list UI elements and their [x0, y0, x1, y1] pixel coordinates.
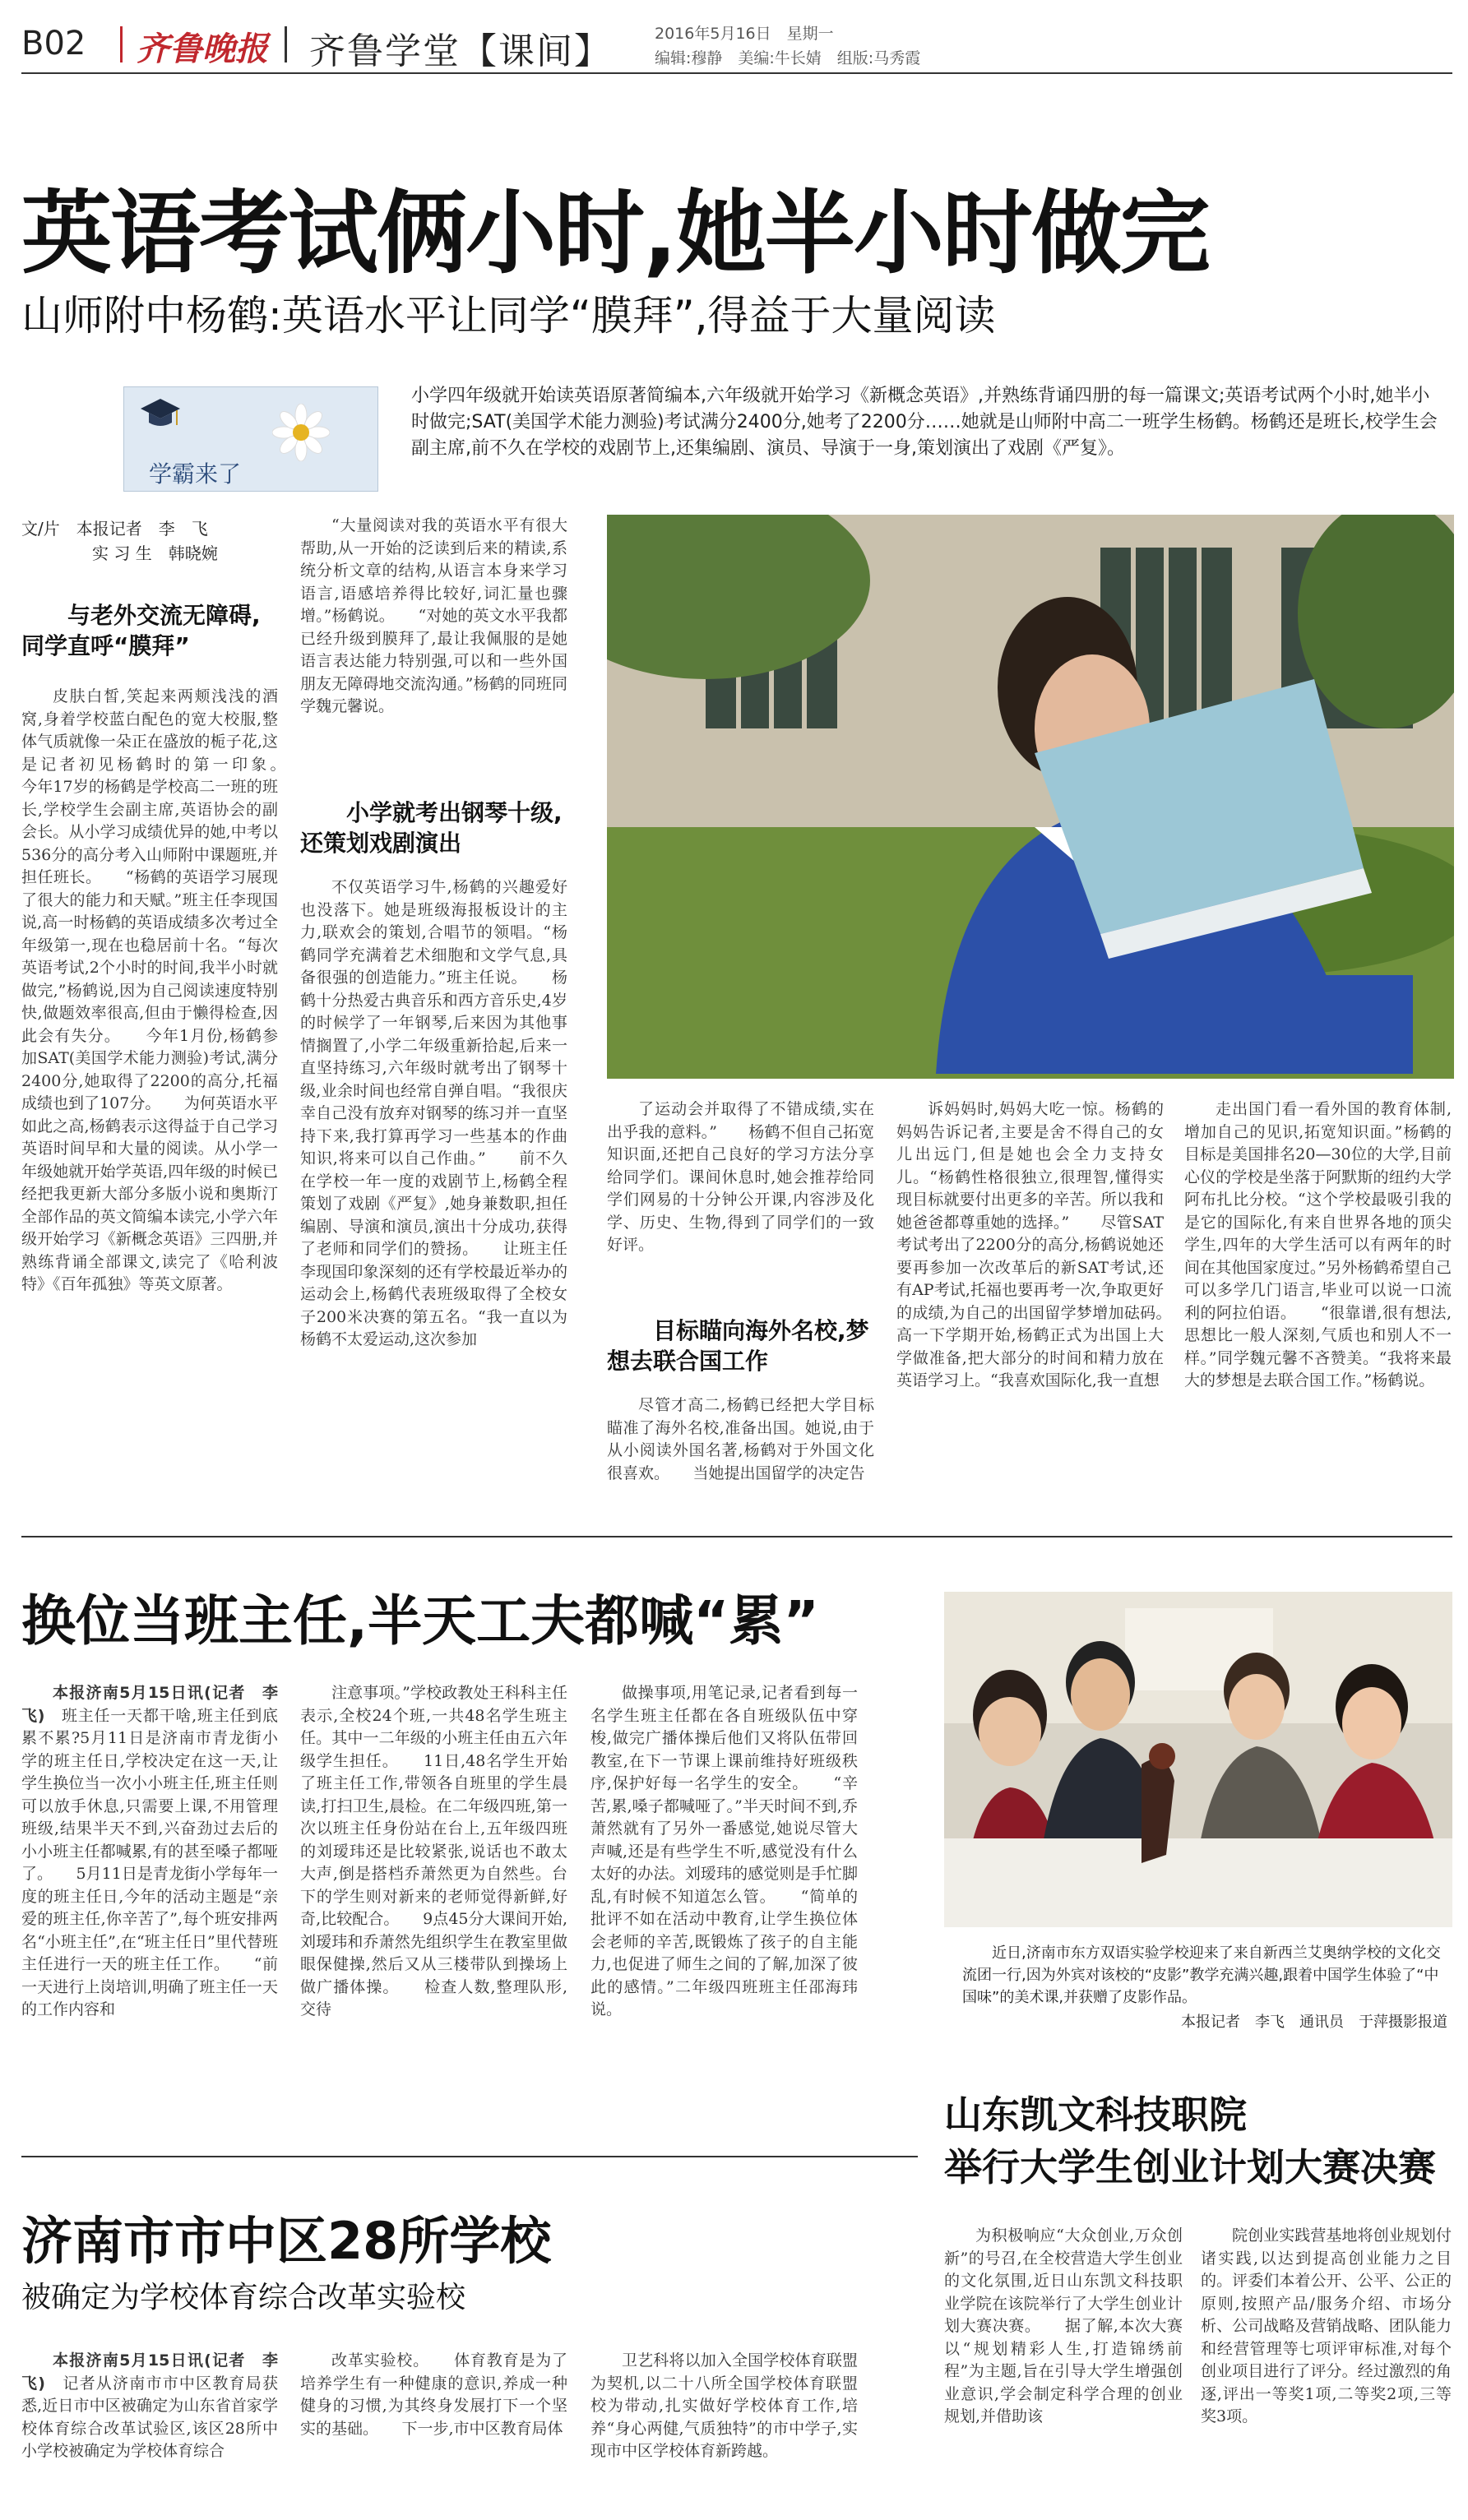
shadow-puppet-class-photo	[944, 1592, 1452, 1927]
article-column	[590, 2350, 858, 2506]
date-line: 2016年5月16日 星期一	[655, 25, 834, 43]
main-subheadline: 山师附中杨鹤:英语水平让同学“膜拜”,得益于大量阅读	[21, 292, 996, 340]
article-column	[300, 515, 567, 763]
column-text	[21, 2350, 278, 2463]
byline-reporter: 文/片 本报记者 李 飞	[21, 519, 208, 539]
article-column	[607, 1394, 874, 1518]
column-text-body: 班主任一天都干啥,班主任到底累不累?5月11日是济南市青龙街小学的班主任日,学校决定在这一天,让学生换位当一次小小班主任,班主任则可以放手休息,只需要上课,不用管理班级,结果半天不到,兴奋劲过去后的小小班主任都喊累,有的甚至嗓子都哑了。 5月11日是青龙街小学每年一度的班主任日,今年的活动主题是“亲爱的班主任,你辛苦了”,每个班安排两名“小班主任”,在“班主任日”里代替班主任进行一天的班主任工作。 “前一天进行上岗培训,明确了班主任一天的工作内容和	[21, 1706, 278, 2018]
column-text: 改革实验校。 体育教育是为了培养学生有一种健康的意识,养成一种健身的习惯,为其终身发展打下一个坚实的基础。 下一步,市中区教育局体	[300, 2351, 567, 2438]
story4-headline-line1: 山东凯文科技职院	[944, 2092, 1247, 2137]
section-divider	[21, 2156, 918, 2157]
story-lead: 小学四年级就开始读英语原著简编本,六年级就开始学习《新概念英语》,并熟练背诵四册的每一篇课文;英语考试两个小时,她半小时做完;SAT(美国学术能力测验)考试满分2400分,她考了2200分……她就是山师附中高二一班学生杨鹤。杨鹤还是班长,校学生会副主席,前不久在学校的戏剧节上,还集编剧、演员、导演于一身,策划演出了戏剧《严复》。	[411, 386, 1438, 459]
subheading: 小学就考出钢琴十级,还策划戏剧演出	[300, 799, 563, 857]
story3-subheadline: 被确定为学校体育综合改革实验校	[21, 2281, 466, 2314]
column-text: 做操事项,用笔记录,记者看到每一名学生班主任都在各自班级队伍中穿梭,做完广播体操后他们又将队伍带回教室,在下一节课上课前维持好班级秩序,保护好每一名学生的安全。 “辛苦,累,嗓子都喊哑了。”半天时间不到,乔萧然就有了另外一番感觉,她说尽管大声喊,还是有些学生不听,感觉没有什么太好的办法。刘瑷玮的感觉则是手忙脚乱,有时候不知道怎么管。 “简单的批评不如在活动中教育,让学生换位体会老师的辛苦,既锻炼了孩子的自主能力,也促进了师生之间的了解,加深了彼此的感情。”二年级四班班主任邵海玮说。	[590, 1684, 858, 2018]
column-badge	[123, 386, 378, 492]
photo-caption: 近日,济南市东方双语实验学校迎来了来自新西兰艾奥纳学校的文化交流团一行,因为外宾对该校的“皮影”教学充满兴趣,跟着中国学生体验了“中国味”的美术课,并获赠了皮影作品。	[962, 1944, 1441, 2006]
column-text: 尽管才高二,杨鹤已经把大学目标瞄准了海外名校,准备出国。她说,由于从小阅读外国名著,杨鹤对于外国文化很喜欢。 当她提出国留学的决定告	[607, 1396, 874, 1482]
story4-headline-line2: 举行大学生创业计划大赛决赛	[944, 2145, 1436, 2189]
masthead	[21, 18, 1452, 74]
column-text: “大量阅读对我的英语水平有很大帮助,从一开始的泛读到后来的精读,系统分析文章的结构,从语言本身来学习语言,语感培养得比较好,词汇量也骤增。”杨鹤说。 “对她的英文水平我都已经升级到膜拜了,最让我佩服的是她语言表达能力特别强,可以和一些外国朋友无障碍地交流沟通。”杨鹤的同班同学魏元馨说。	[300, 516, 567, 715]
section-divider	[21, 1536, 1452, 1537]
article-column	[300, 1682, 567, 2126]
byline-intern: 实 习 生 韩晓婉	[92, 543, 218, 563]
article-column	[944, 2225, 1183, 2504]
byline	[21, 516, 260, 566]
article-column	[21, 1682, 278, 2126]
main-headline: 英语考试俩小时,她半小时做完	[21, 181, 1209, 286]
page-number: B02	[21, 25, 86, 62]
photo-credit: 本报记者 李飞 通讯员 于萍摄影报道	[1181, 2014, 1447, 2031]
article-column	[1201, 2225, 1452, 2504]
article-column	[300, 876, 567, 1518]
column-text: 了运动会并取得了不错成绩,实在出乎我的意料。” 杨鹤不但自己拓宽知识面,还把自己良好的学习方法分享给同学们。课间休息时,她会推荐给同学们网易的十分钟公开课,内容涉及化学、历史、生物,得到了同学们的一致好评。	[607, 1100, 874, 1254]
story3-headline: 济南市市中区28所学校	[21, 2211, 552, 2271]
divider	[120, 26, 123, 62]
daisy-icon	[272, 404, 330, 461]
column-text: 走出国门看一看外国的教育体制,增加自己的见识,拓宽知识面。”杨鹤的目标是美国排名20—30位的大学,目前心仪的学校是坐落于阿默斯的纽约大学阿布扎比分校。“这个学校最吸引我的是它的国际化,有来自世界各地的顶尖学生,四年的大学生活可以有两年的时间在其他国家度过。”另外杨鹤希望自己可以多学几门语言,毕业可以说一口流利的阿拉伯语。 “很靠谱,很有想法,思想比一般人深刻,气质也和别人不一样。”同学魏元馨不吝赞美。“我将来最大的梦想是去联合国工作。”杨鹤说。	[1184, 1100, 1452, 1389]
section-title: 齐鲁学堂【课间】	[309, 30, 612, 72]
editor-credits: 编辑:穆静 美编:牛长婧 组版:马秀霞	[655, 49, 921, 67]
column-text: 不仅英语学习牛,杨鹤的兴趣爱好也没落下。她是班级海报板设计的主力,联欢会的策划,合唱节的领唱。“杨鹤同学充满着艺术细胞和文学气息,具备很强的创造能力。”班主任说。 杨鹤十分热爱古典音乐和西方音乐史,4岁的时候学了一年钢琴,后来因为其他事情搁置了,小学二年级重新拾起,后来一直坚持练习,六年级时就考出了钢琴十级,业余时间也经常自弹自唱。“我很庆幸自己没有放弃对钢琴的练习并一直坚持下来,我打算再学习一些基本的作曲知识,将来可以自己作曲。” 前不久在学校一年一度的戏剧节上,杨鹤全程策划了戏剧《严复》,她身兼数职,担任编剧、导演和演员,演出十分成功,获得了老师和同学们的赞扬。 让班主任李现国印象深刻的还有学校最近举办的运动会上,杨鹤代表班级取得了全校女子200米决赛的第五名。“我一直以为杨鹤不太爱运动,这次参加	[300, 878, 567, 1348]
column-text: 皮肤白皙,笑起来两颊浅浅的酒窝,身着学校蓝白配色的宽大校服,整体气质就像一朵正在盛放的栀子花,这是记者初见杨鹤时的第一印象。 今年17岁的杨鹤是学校高二一班的班长,学校学生会副主席,英语协会的副会长。从小学习成绩优异的她,中考以536分的高分考入山师附中课题班,并担任班长。 “杨鹤的英语学习展现了很大的能力和天赋。”班主任李现国说,高一时杨鹤的英语成绩多次考过全年级第一,现在也稳居前十名。“每次英语考试,2个小时的时间,我半小时就做完,”杨鹤说,因为自己阅读速度特别快,做题效率很高,但由于懒得检查,因此会有失分。 今年1月份,杨鹤参加SAT(美国学术能力测验)考试,满分2400分,她取得了2200的高分,托福成绩也到了107分。 为何英语水平如此之高,杨鹤表示这得益于自己学习英语时间早和大量的阅读。从小学一年级她就开始学英语,四年级的时候已经把我更新大部分多版小说和奥斯汀全部作品的英文简编本读完,小学六年级开始学习《新概念英语》三四册,并熟练背诵全部课文,读完了《哈利波特》《百年孤独》等英文原著。	[21, 687, 278, 1293]
badge-label: 学霸来了	[149, 460, 242, 488]
article-column	[1184, 1098, 1452, 1518]
column-text: 院创业实践营基地将创业规划付诸实践,以达到提高创业能力之目的。评委们本着公开、公平、公正的原则,按照产品/服务介绍、市场分析、公司战略及营销战略、团队能力和经营管理等七项评审标准,对每个创业项目进行了评分。经过激烈的角逐,评出一等奖1项,二等奖2项,三等奖3项。	[1201, 2226, 1452, 2425]
student-reading-photo	[607, 515, 1454, 1079]
paper-logo: 齐鲁晚报	[137, 30, 268, 68]
column-text: 为积极响应“大众创业,万众创新”的号召,在全校营造大学生创业的文化氛围,近日山东凯文科技职业学院在该院举行了大学生创业计划大赛决赛。 据了解,本次大赛以“规划精彩人生,打造锦绣前程”为主题,旨在引导大学生增强创业意识,学会制定科学合理的创业规划,并借助该	[944, 2226, 1183, 2425]
article-column	[21, 2350, 278, 2506]
article-column	[21, 686, 278, 1516]
article-column	[300, 2350, 567, 2506]
divider	[285, 26, 287, 62]
article-column	[896, 1098, 1164, 1518]
column-text: 注意事项。”学校政教处王科科主任表示,全校24个班,一共48名学生班主任。其中一二年级的小班主任由五六年级学生担任。 11日,48名学生开始了班主任工作,带领各自班里的学生晨读,打扫卫生,晨检。在二年级四班,第一次以班主任身份站在台上,五年级四班的刘瑷玮还是比较紧张,说话也不敢太大声,倒是搭档乔萧然更为自然些。台下的学生则对新来的老师觉得新鲜,好奇,比较配合。 9点45分大课间开始,刘瑷玮和乔萧然先组织学生在教室里做眼保健操,然后又从三楼带队到操场上做广播体操。 检查人数,整理队形,交待	[300, 1684, 567, 2018]
column-text	[21, 1682, 278, 2022]
article-column	[590, 1682, 858, 2126]
subheading: 目标瞄向海外名校,梦想去联合国工作	[607, 1317, 869, 1375]
subheading: 与老外交流无障碍,同学直呼“膜拜”	[21, 602, 261, 659]
story2-headline: 换位当班主任,半天工夫都喊“累”	[21, 1589, 819, 1653]
dateline: 本报济南5月15日讯(记者 李飞)	[21, 2351, 278, 2393]
dateline: 本报济南5月15日讯(记者 李飞)	[21, 1684, 278, 1725]
article-column	[607, 1098, 874, 1281]
column-text-body: 记者从济南市市中区教育局获悉,近日市中区被确定为山东省首家学校体育综合改革试验区,该区28所中小学校被确定为学校体育综合	[21, 2374, 278, 2460]
story4-headline	[944, 2088, 1454, 2194]
column-text: 诉妈妈时,妈妈大吃一惊。杨鹤的妈妈告诉记者,主要是舍不得自己的女儿出远门,但是她也会全力支持女儿。“杨鹤性格很独立,很理智,懂得实现目标就要付出更多的辛苦。所以我和她爸爸都尊重她的选择。” 尽管SAT考试考出了2200分的高分,杨鹤说她还要再参加一次改革后的新SAT考试,还有AP考试,托福也要再考一次,争取更好的成绩,为自己的出国留学梦增加砝码。 高一下学期开始,杨鹤正式为出国上大学做准备,把大部分的时间和精力放在英语学习上。“我喜欢国际化,我一直想	[896, 1100, 1164, 1389]
graduation-cap-icon	[139, 394, 182, 437]
column-text: 卫艺科将以加入全国学校体育联盟为契机,以二十八所全国学校体育联盟校为带动,扎实做好学校体育工作,培养“身心两健,气质独特”的市中学子,实现市中区学校体育新跨越。	[590, 2351, 858, 2460]
